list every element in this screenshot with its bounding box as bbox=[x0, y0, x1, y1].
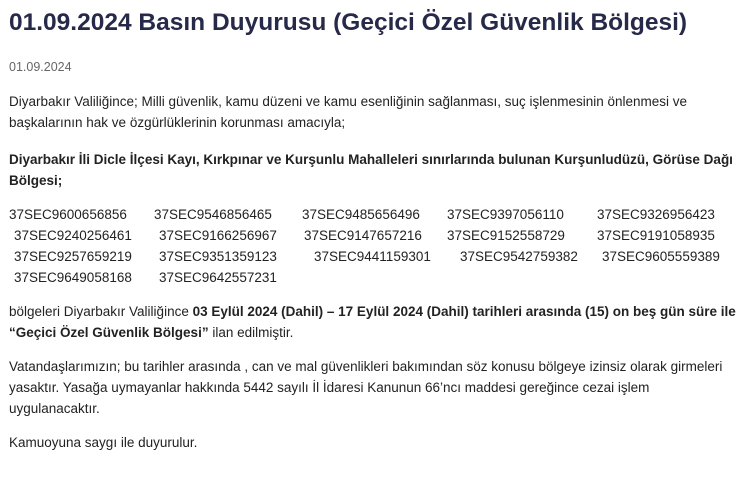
coordinate-code: 37SEC9546856465 bbox=[154, 207, 272, 222]
warning-paragraph: Vatandaşlarımızın; bu tarihler arasında , can ve mal güvenlikleri bakımından söz konusu bölgeye izinsiz olarak girmeleri yasaktır. Yasağa uymayanlar hakkında 5442 sayılı İl İdaresi Kanunun 66’ncı maddesi gereğince cezai işlem uygulanacaktır. bbox=[9, 359, 723, 416]
coordinate-code: 37SEC9326956423 bbox=[597, 207, 715, 222]
code-row bbox=[9, 246, 741, 267]
coordinate-code: 37SEC9605559389 bbox=[602, 249, 720, 264]
coordinate-codes bbox=[9, 204, 741, 288]
code-row bbox=[9, 204, 741, 225]
decision-period: 03 Eylül 2024 (Dahil) – 17 Eylül 2024 (Dahil) tarihleri arasında (15) on beş gün süre ile “Geçici Özel Güvenlik Bölgesi” bbox=[9, 304, 736, 340]
coordinate-code: 37SEC9642557231 bbox=[159, 270, 277, 285]
coordinate-code: 37SEC9191058935 bbox=[597, 228, 715, 243]
decision-prefix: bölgeleri Diyarbakır Valiliğince bbox=[9, 304, 193, 319]
region-paragraph: Diyarbakır İli Dicle İlçesi Kayı, Kırkpınar ve Kurşunlu Mahalleleri sınırlarında bulunan Kurşunludüzü, Görüse Dağı Bölgesi; bbox=[9, 152, 733, 188]
intro-paragraph: Diyarbakır Valiliğince; Milli güvenlik, kamu düzeni ve kamu esenliğinin sağlanması, suç işlenmesinin önlenmesi ve başkalarının hak ve özgürlüklerinin korunması amacıyla; bbox=[9, 94, 688, 130]
coordinate-code: 37SEC9257659219 bbox=[14, 249, 132, 264]
coordinate-code: 37SEC9441159301 bbox=[314, 249, 431, 264]
coordinate-code: 37SEC9542759382 bbox=[460, 249, 578, 264]
decision-paragraph bbox=[9, 301, 741, 343]
coordinate-code: 37SEC9600656856 bbox=[9, 207, 127, 222]
coordinate-code: 37SEC9485656496 bbox=[302, 207, 420, 222]
coordinate-code: 37SEC9147657216 bbox=[304, 228, 422, 243]
coordinate-code: 37SEC9351359123 bbox=[159, 249, 277, 264]
coordinate-code: 37SEC9166256967 bbox=[159, 228, 277, 243]
code-row bbox=[9, 225, 741, 246]
coordinate-code: 37SEC9152558729 bbox=[447, 228, 565, 243]
publish-date: 01.09.2024 bbox=[9, 60, 72, 74]
coordinate-code: 37SEC9649058168 bbox=[14, 270, 132, 285]
code-row bbox=[9, 267, 741, 288]
closing-paragraph: Kamuoyuna saygı ile duyurulur. bbox=[9, 435, 198, 450]
decision-suffix: ilan edilmiştir. bbox=[208, 325, 294, 340]
coordinate-code: 37SEC9397056110 bbox=[447, 207, 564, 222]
coordinate-code: 37SEC9240256461 bbox=[14, 228, 132, 243]
page-title: 01.09.2024 Basın Duyurusu (Geçici Özel Güvenlik Bölgesi) bbox=[9, 9, 688, 36]
